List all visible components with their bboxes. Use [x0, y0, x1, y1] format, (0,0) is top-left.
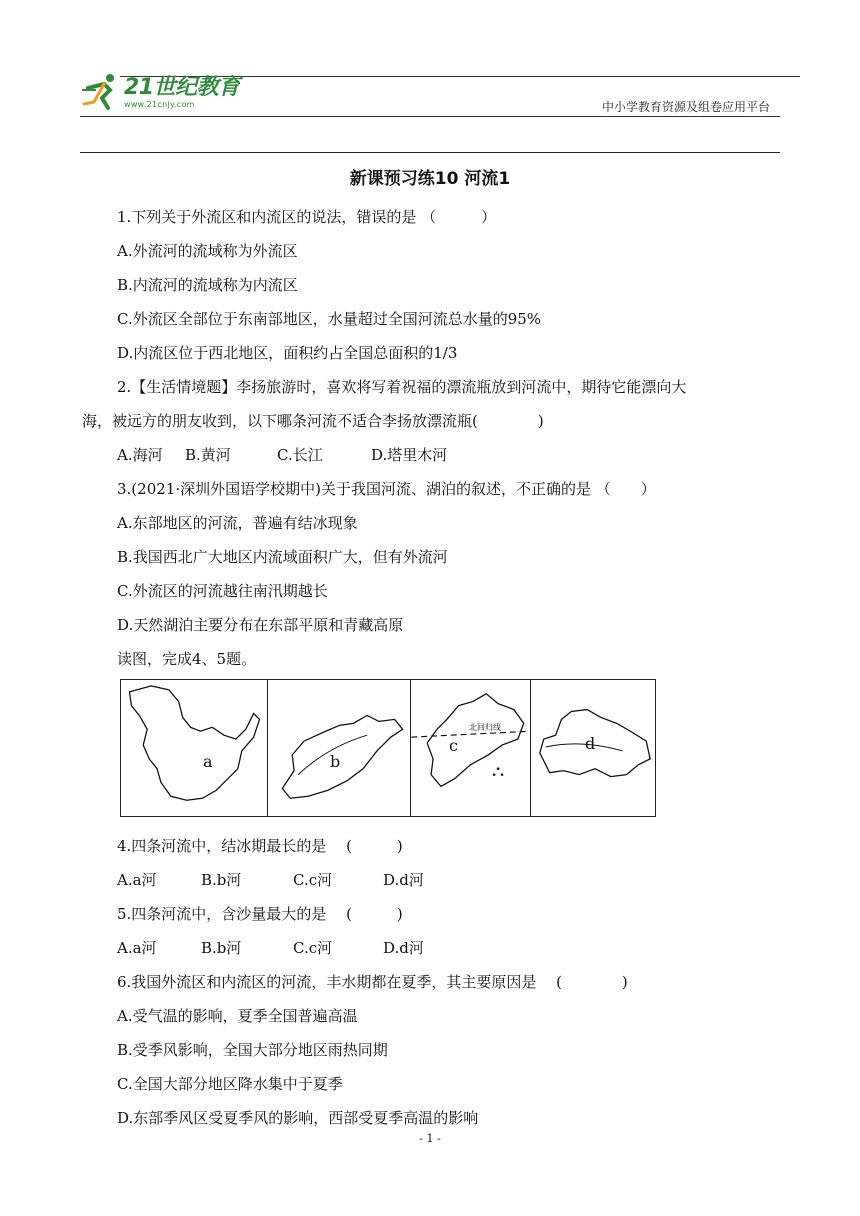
q4-option-d: D.d河 — [383, 871, 424, 889]
q1-option-d: D.内流区位于西北地区，面积约占全国总面积的1/3 — [117, 344, 458, 362]
q5-option-c: C.c河 — [293, 939, 333, 957]
q2-option-b: B.黄河 — [185, 446, 231, 464]
q2-stem-line1: 2.【生活情境题】李扬旅游时，喜欢将写着祝福的漂流瓶放到河流中，期待它能漂向大 — [117, 378, 687, 396]
q2-option-c: C.长江 — [277, 446, 323, 464]
map-a-outline — [121, 680, 267, 816]
q1-option-c: C.外流区全部位于东南部地区，水量超过全国河流总水量的95% — [117, 310, 542, 328]
q4-option-b: B.b河 — [201, 871, 242, 889]
q2-options — [117, 445, 447, 465]
runner-logo-icon — [80, 68, 124, 112]
map-label-c: c — [449, 736, 458, 755]
map-label-a: a — [203, 752, 213, 771]
river-maps-figure — [120, 679, 656, 817]
q4-option-a: A.a河 — [117, 871, 157, 889]
q3-option-c: C.外流区的河流越往南汛期越长 — [117, 582, 328, 600]
q2-stem-line2: 海，被远方的朋友收到，以下哪条河流不适合李扬放漂流瓶( ) — [82, 412, 544, 430]
logo-url: www.21cnjy.com — [124, 100, 195, 109]
q5-option-b: B.b河 — [201, 939, 242, 957]
title-rule — [80, 152, 780, 153]
map-panel-c — [411, 680, 531, 816]
map-b-outline — [268, 680, 410, 816]
q2-option-a: A.海河 — [117, 446, 163, 464]
map-c-outline — [411, 680, 530, 816]
q6-option-b: B.受季风影响，全国大部分地区雨热同期 — [117, 1041, 388, 1059]
q6-option-d: D.东部季风区受夏季风的影响，西部受夏季高温的影响 — [117, 1109, 479, 1127]
q1-option-b: B.内流河的流域称为内流区 — [117, 276, 298, 294]
page-number: - 1 - — [419, 1132, 441, 1145]
header-divider-bottom — [80, 116, 780, 117]
read-figure-instruction: 读图，完成4、5题。 — [117, 650, 257, 668]
q6-option-a: A.受气温的影响，夏季全国普遍高温 — [117, 1007, 358, 1025]
q4-option-c: C.c河 — [293, 871, 333, 889]
q4-options — [117, 870, 424, 890]
q5-option-d: D.d河 — [383, 939, 424, 957]
map-label-d: d — [585, 734, 596, 753]
q4-stem: 4.四条河流中，结冰期最长的是 ( ) — [117, 837, 403, 855]
q6-option-c: C.全国大部分地区降水集中于夏季 — [117, 1075, 343, 1093]
page-header — [80, 68, 780, 120]
q5-options — [117, 938, 424, 958]
map-panel-a — [121, 680, 268, 816]
map-panel-b — [268, 680, 411, 816]
q3-option-d: D.天然湖泊主要分布在东部平原和青藏高原 — [117, 616, 404, 634]
q1-stem: 1.下列关于外流区和内流区的说法，错误的是 （ ） — [117, 208, 497, 226]
q3-stem: 3.(2021·深圳外国语学校期中)关于我国河流、湖泊的叙述，不正确的是 （ ） — [117, 480, 656, 498]
map-label-b: b — [330, 752, 341, 771]
map-panel-d — [531, 680, 657, 816]
q6-stem: 6.我国外流区和内流区的河流，丰水期都在夏季，其主要原因是 ( ) — [117, 973, 628, 991]
q1-option-a: A.外流河的流域称为外流区 — [117, 242, 298, 260]
page-title: 新课预习练10 河流1 — [349, 169, 511, 189]
q3-option-a: A.东部地区的河流，普遍有结冰现象 — [117, 514, 358, 532]
q2-option-d: D.塔里木河 — [371, 446, 448, 464]
q5-stem: 5.四条河流中，含沙量最大的是 ( ) — [117, 905, 403, 923]
q3-option-b: B.我国西北广大地区内流域面积广大，但有外流河 — [117, 548, 448, 566]
logo-text: 21世纪教育 — [124, 75, 240, 100]
q5-option-a: A.a河 — [117, 939, 157, 957]
tropic-of-cancer-label: 北回归线 — [469, 723, 501, 732]
platform-name: 中小学教育资源及组卷应用平台 — [601, 100, 770, 114]
